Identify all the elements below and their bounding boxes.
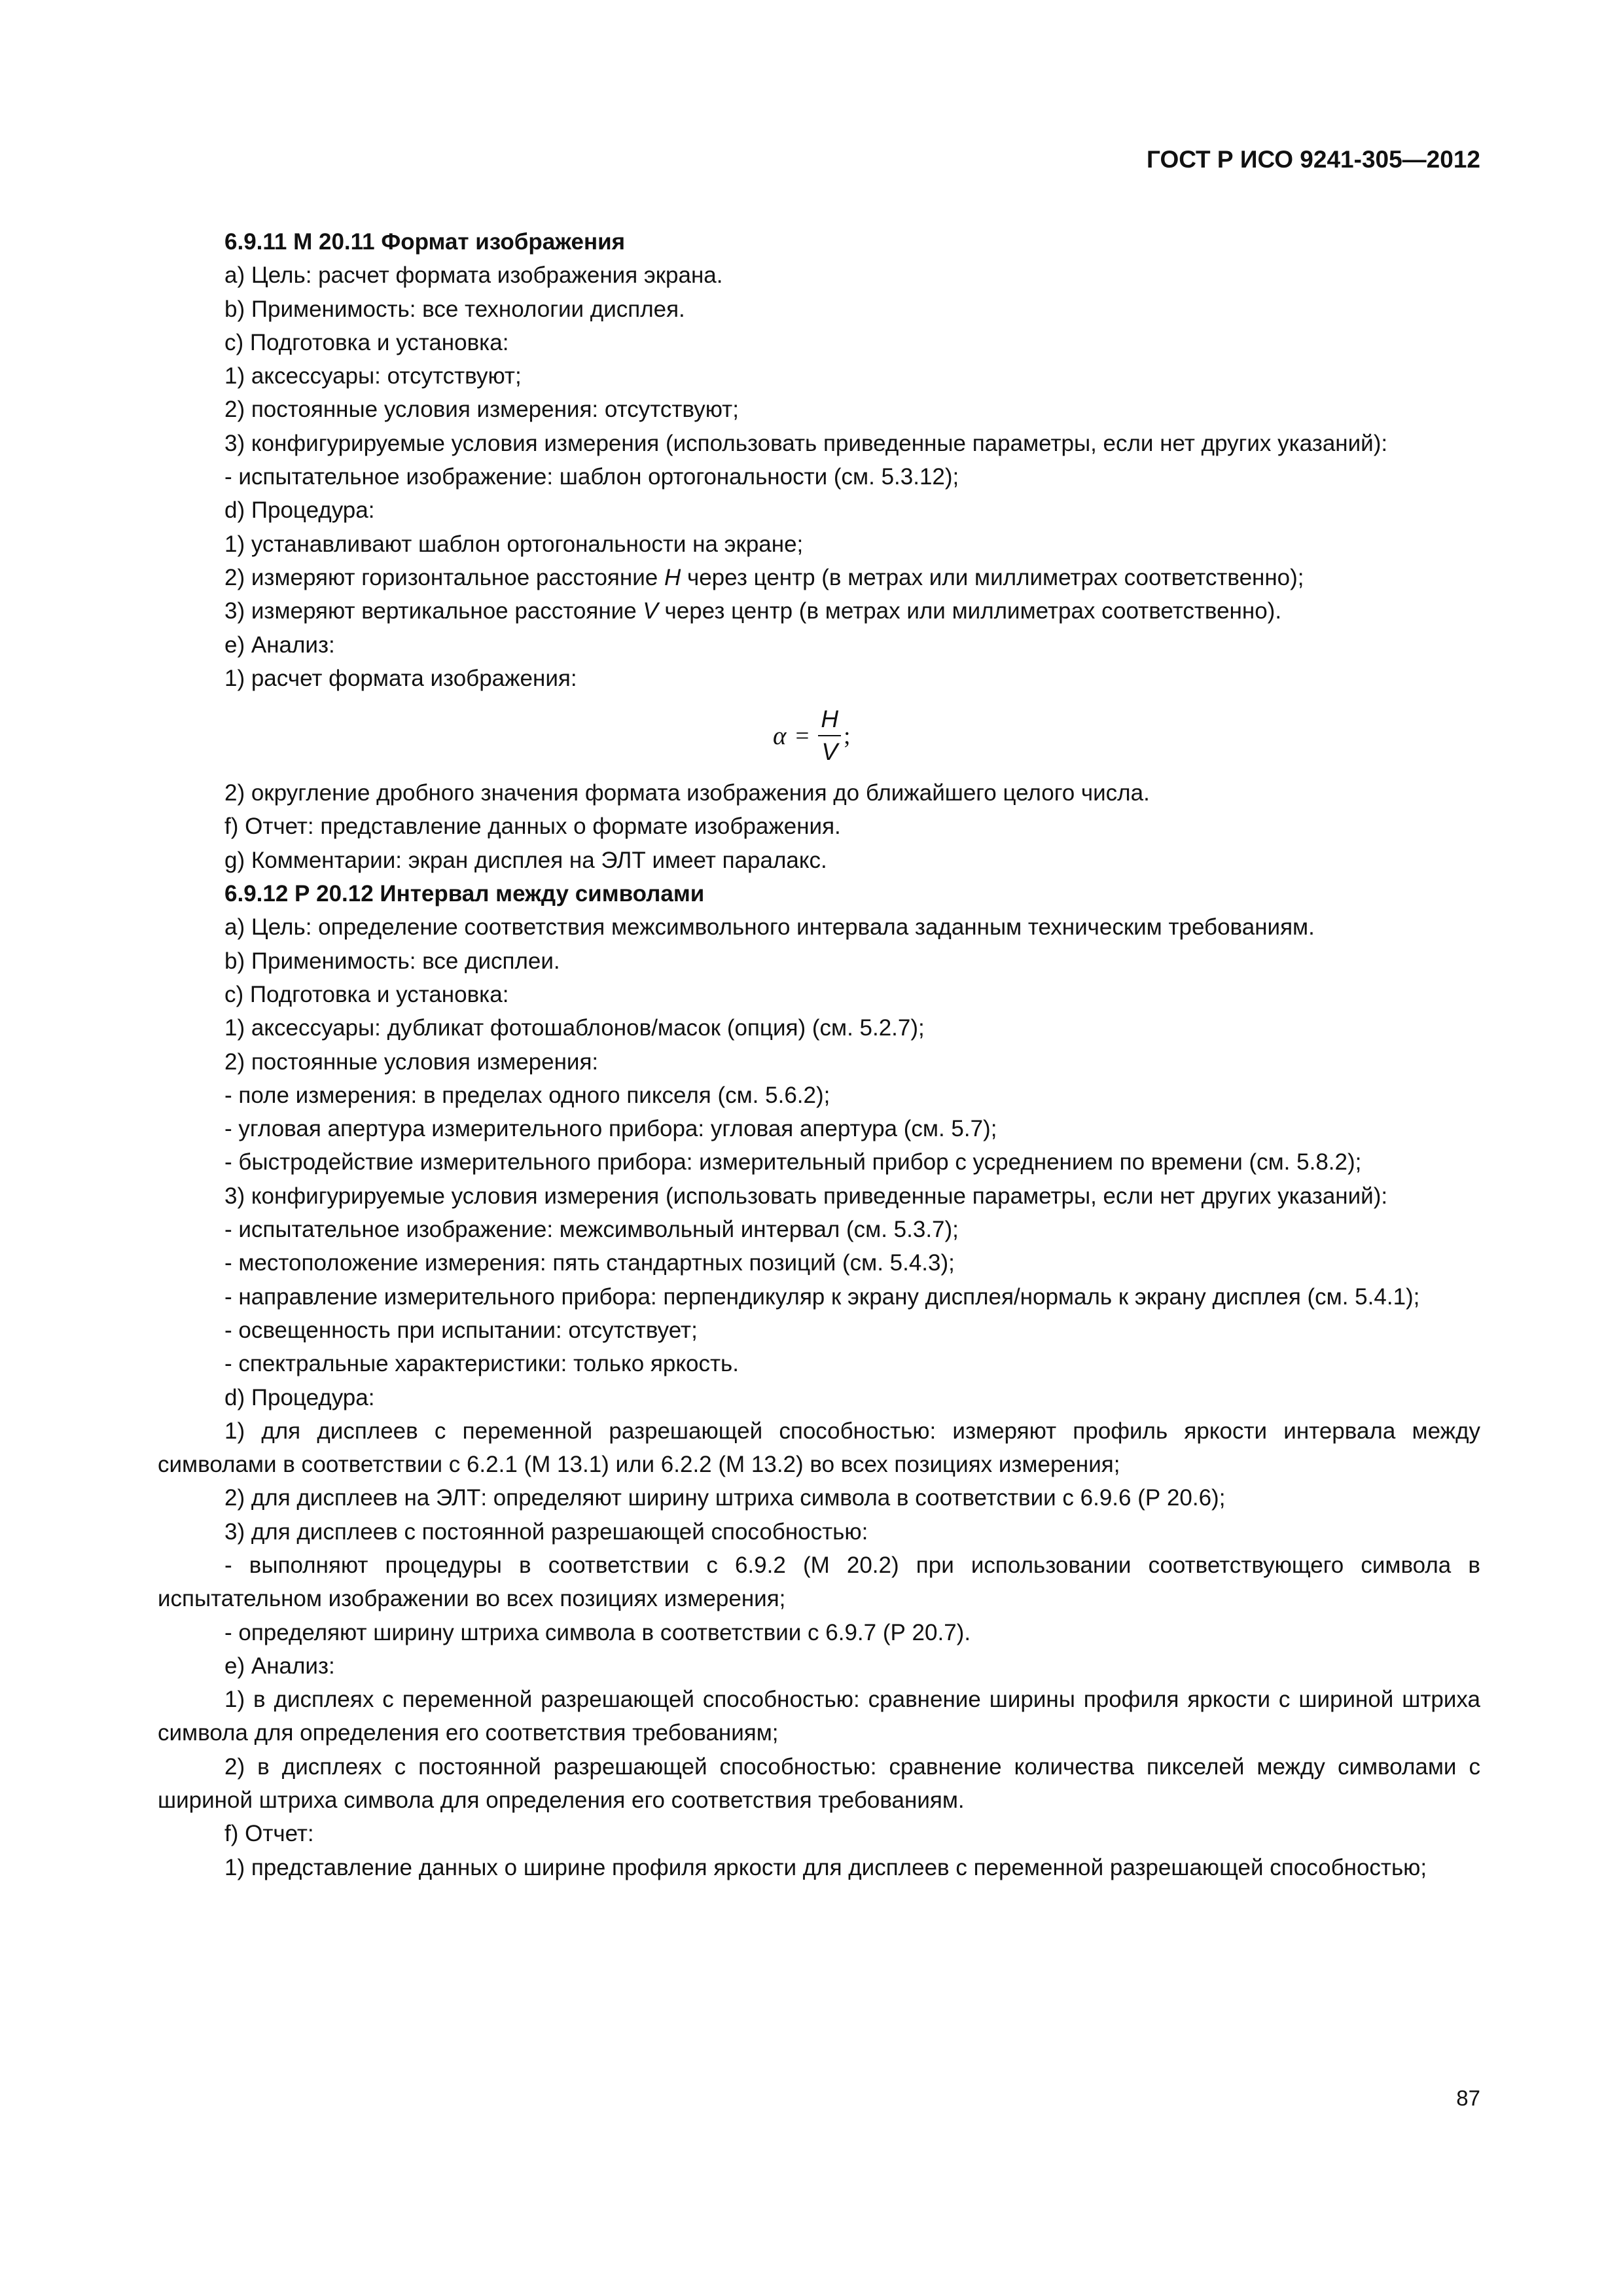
list-item: f) Отчет: представление данных о формате изображения.: [224, 814, 841, 840]
list-item: c) Подготовка и установка:: [224, 329, 509, 355]
list-item: e) Анализ:: [224, 1653, 335, 1679]
list-item: - быстродействие измерительного прибора: измерительный прибор с усреднением по времени (см. 5.8.2);: [224, 1149, 1362, 1175]
list-item: 2) постоянные условия измерения: отсутствуют;: [224, 397, 739, 423]
list-item: 1) расчет формата изображения:: [224, 665, 577, 691]
list-item: d) Процедура:: [224, 1384, 375, 1410]
list-item: 3) для дисплеев с постоянной разрешающей способностью:: [224, 1518, 868, 1545]
list-item: - поле измерения: в пределах одного пикселя (см. 5.6.2);: [224, 1082, 830, 1108]
list-item: - направление измерительного прибора: перпендикуляр к экрану дисплея/нормаль к экрану дисплея (см. 5.4.1);: [224, 1283, 1420, 1310]
step-text: 3) измеряют вертикальное расстояние: [224, 598, 643, 624]
list-item: 2) постоянные условия измерения:: [224, 1049, 599, 1075]
variable-v: V: [643, 598, 658, 624]
list-item: 1) для дисплеев с переменной разрешающей способностью: измеряют профиль яркости интервала между символами в соответствии с 6.2.1 (М 13.1) или 6.2.2 (М 13.2) во всех позициях измерения;: [158, 1418, 1480, 1478]
standard-code: ГОСТ Р ИСО 9241-305—2012: [1146, 146, 1480, 173]
formula-fraction: [818, 704, 841, 768]
formula-denominator: V: [821, 738, 838, 766]
section-heading: 6.9.12 Р 20.12 Интервал между символами: [224, 881, 705, 907]
list-item: a) Цель: расчет формата изображения экрана.: [224, 262, 723, 289]
list-item: 2) в дисплеях с постоянной разрешающей способностью: сравнение количества пикселей между символами с шириной штриха символа для определения его соответствия требованиям.: [158, 1753, 1480, 1814]
list-item: - испытательное изображение: шаблон ортогональности (см. 5.3.12);: [224, 464, 959, 490]
variable-h: H: [664, 564, 681, 590]
section-heading: 6.9.11 М 20.11 Формат изображения: [224, 229, 626, 255]
list-item: a) Цель: определение соответствия межсимвольного интервала заданным техническим требованиям.: [224, 914, 1315, 941]
step-text: 2) измеряют горизонтальное расстояние: [224, 564, 664, 590]
step-text: через центр (в метрах или миллиметрах соответственно);: [681, 564, 1304, 590]
step-text: через центр (в метрах или миллиметрах соответственно).: [658, 598, 1282, 624]
page-number: 87: [1456, 2086, 1480, 2110]
list-item: 1) устанавливают шаблон ортогональности на экране;: [224, 531, 804, 557]
list-item: 3) конфигурируемые условия измерения (использовать приведенные параметры, если нет других указаний):: [224, 430, 1388, 456]
list-item: e) Анализ:: [224, 632, 335, 658]
list-item: 1) представление данных о ширине профиля яркости для дисплеев с переменной разрешающей способностью;: [224, 1854, 1427, 1880]
list-item: [158, 561, 1480, 594]
list-item: - угловая апертура измерительного прибора: угловая апертура (см. 5.7);: [224, 1116, 997, 1142]
list-item: c) Подготовка и установка:: [224, 981, 509, 1007]
list-item: 1) аксессуары: отсутствуют;: [224, 363, 522, 389]
list-item: - испытательное изображение: межсимвольный интервал (см. 5.3.7);: [224, 1217, 959, 1243]
list-item: b) Применимость: все дисплеи.: [224, 948, 560, 974]
list-item: - освещенность при испытании: отсутствует;: [224, 1317, 698, 1343]
list-item: - спектральные характеристики: только яркость.: [224, 1351, 739, 1377]
list-item: [158, 594, 1480, 628]
list-item: 1) в дисплеях с переменной разрешающей способностью: сравнение ширины профиля яркости с шириной штриха символа для определения его соответствия требованиям;: [158, 1687, 1480, 1746]
list-item: - определяют ширину штриха символа в соответствии с 6.9.7 (Р 20.7).: [224, 1619, 971, 1645]
document-body: [158, 225, 1480, 1884]
formula-aspect-ratio: [158, 695, 1480, 776]
formula-semicolon: ;: [844, 722, 851, 749]
list-item: 3) конфигурируемые условия измерения (использовать приведенные параметры, если нет других указаний):: [224, 1183, 1388, 1209]
list-item: - выполняют процедуры в соответствии с 6.9.2 (М 20.2) при использовании соответствующего символа в испытательном изображении во всех позициях измерения;: [158, 1552, 1480, 1612]
list-item: f) Отчет:: [224, 1821, 314, 1847]
list-item: 2) округление дробного значения формата изображения до ближайшего целого числа.: [224, 780, 1150, 806]
list-item: b) Применимость: все технологии дисплея.: [224, 296, 685, 322]
formula-equals: =: [795, 722, 810, 749]
list-item: - местоположение измерения: пять стандартных позиций (см. 5.4.3);: [224, 1250, 955, 1276]
list-item: d) Процедура:: [224, 497, 375, 524]
list-item: 2) для дисплеев на ЭЛТ: определяют ширину штриха символа в соответствии с 6.9.6 (Р 20.6);: [224, 1485, 1226, 1511]
formula-alpha: α: [773, 721, 787, 750]
list-item: 1) аксессуары: дубликат фотошаблонов/масок (опция) (см. 5.2.7);: [224, 1015, 925, 1041]
list-item: g) Комментарии: экран дисплея на ЭЛТ имеет паралакс.: [224, 847, 827, 873]
formula-numerator: H: [818, 704, 841, 736]
